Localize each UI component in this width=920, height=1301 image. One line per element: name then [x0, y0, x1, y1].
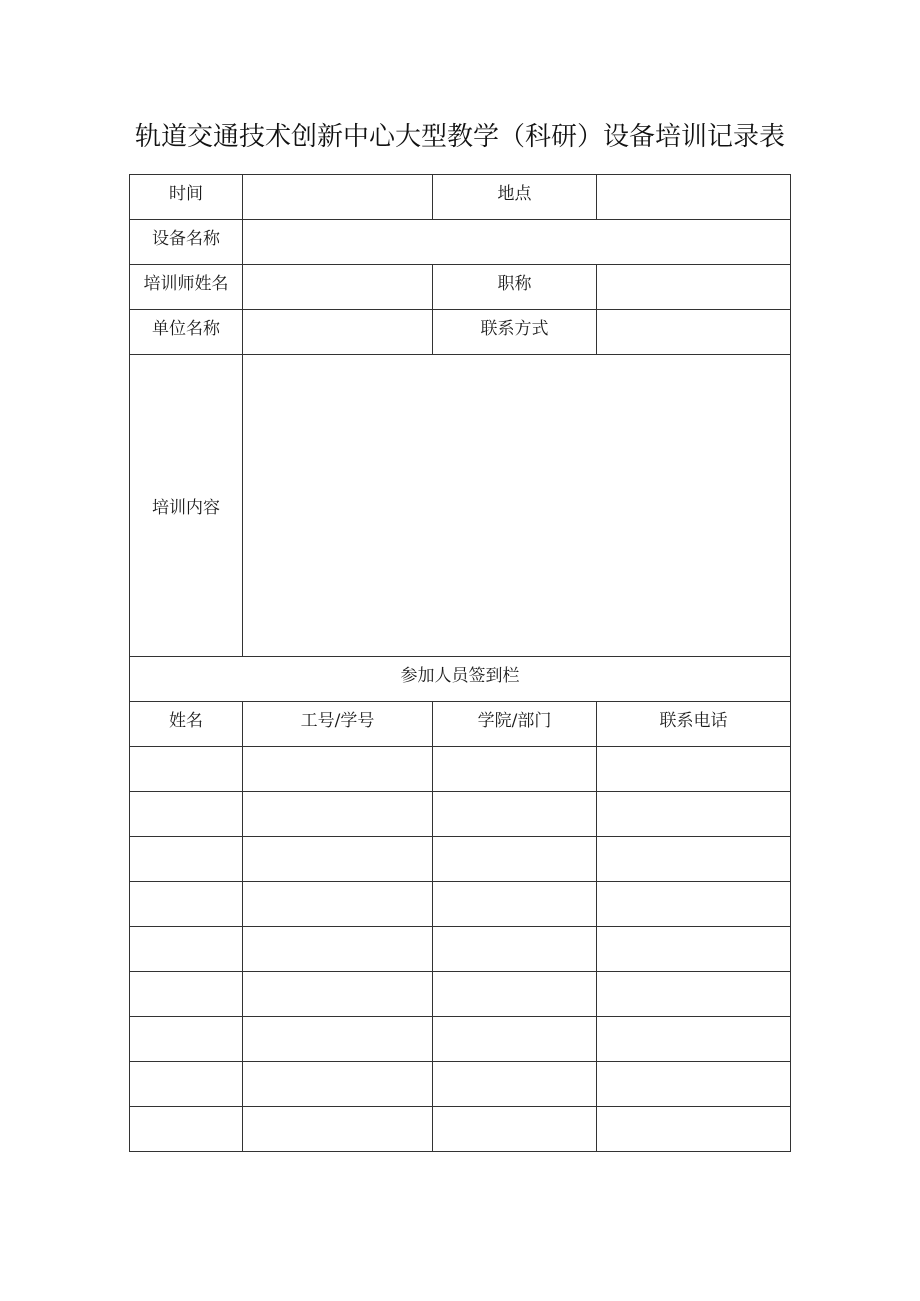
signin-row [130, 837, 791, 882]
signin-name-cell[interactable] [130, 927, 243, 972]
signin-id-cell[interactable] [243, 1017, 433, 1062]
equipment-name-field[interactable] [243, 220, 791, 265]
signin-row [130, 1062, 791, 1107]
signin-id-cell[interactable] [243, 882, 433, 927]
signin-department-cell[interactable] [433, 1017, 597, 1062]
training-content-label: 培训内容 [130, 355, 243, 657]
signin-phone-cell[interactable] [597, 837, 791, 882]
signin-id-cell[interactable] [243, 837, 433, 882]
signin-name-cell[interactable] [130, 1107, 243, 1152]
signin-name-cell[interactable] [130, 747, 243, 792]
signin-row [130, 882, 791, 927]
signin-department-cell[interactable] [433, 927, 597, 972]
signin-department-cell[interactable] [433, 1062, 597, 1107]
signin-name-cell[interactable] [130, 837, 243, 882]
signin-phone-cell[interactable] [597, 882, 791, 927]
signin-name-cell[interactable] [130, 1017, 243, 1062]
signin-department-cell[interactable] [433, 1107, 597, 1152]
signin-id-cell[interactable] [243, 792, 433, 837]
signin-department-cell[interactable] [433, 747, 597, 792]
signin-name-cell[interactable] [130, 1062, 243, 1107]
header-id-number: 工号/学号 [243, 702, 433, 747]
contact-label: 联系方式 [433, 310, 597, 355]
signin-row [130, 792, 791, 837]
signin-department-cell[interactable] [433, 837, 597, 882]
equipment-name-label: 设备名称 [130, 220, 243, 265]
trainer-name-label: 培训师姓名 [130, 265, 243, 310]
signin-phone-cell[interactable] [597, 792, 791, 837]
signin-name-cell[interactable] [130, 882, 243, 927]
signin-phone-cell[interactable] [597, 1107, 791, 1152]
signin-id-cell[interactable] [243, 747, 433, 792]
signin-name-cell[interactable] [130, 792, 243, 837]
header-department: 学院/部门 [433, 702, 597, 747]
signin-phone-cell[interactable] [597, 927, 791, 972]
unit-name-field[interactable] [243, 310, 433, 355]
signin-row [130, 1017, 791, 1062]
time-label: 时间 [130, 175, 243, 220]
signin-department-cell[interactable] [433, 792, 597, 837]
signin-row [130, 1107, 791, 1152]
signin-row [130, 972, 791, 1017]
signin-id-cell[interactable] [243, 1062, 433, 1107]
signin-phone-cell[interactable] [597, 972, 791, 1017]
job-title-field[interactable] [597, 265, 791, 310]
contact-field[interactable] [597, 310, 791, 355]
signin-phone-cell[interactable] [597, 1062, 791, 1107]
trainer-name-field[interactable] [243, 265, 433, 310]
form-title: 轨道交通技术创新中心大型教学（科研）设备培训记录表 [134, 122, 785, 152]
signin-name-cell[interactable] [130, 972, 243, 1017]
time-field[interactable] [243, 175, 433, 220]
header-phone: 联系电话 [597, 702, 791, 747]
signin-id-cell[interactable] [243, 972, 433, 1017]
signin-section-label: 参加人员签到栏 [130, 657, 791, 702]
training-record-table [129, 174, 791, 1152]
location-field[interactable] [597, 175, 791, 220]
signin-phone-cell[interactable] [597, 747, 791, 792]
signin-department-cell[interactable] [433, 882, 597, 927]
signin-department-cell[interactable] [433, 972, 597, 1017]
signin-row [130, 927, 791, 972]
signin-phone-cell[interactable] [597, 1017, 791, 1062]
job-title-label: 职称 [433, 265, 597, 310]
header-name: 姓名 [130, 702, 243, 747]
unit-name-label: 单位名称 [130, 310, 243, 355]
location-label: 地点 [433, 175, 597, 220]
signin-id-cell[interactable] [243, 1107, 433, 1152]
training-content-field[interactable] [243, 355, 791, 657]
signin-id-cell[interactable] [243, 927, 433, 972]
signin-row [130, 747, 791, 792]
